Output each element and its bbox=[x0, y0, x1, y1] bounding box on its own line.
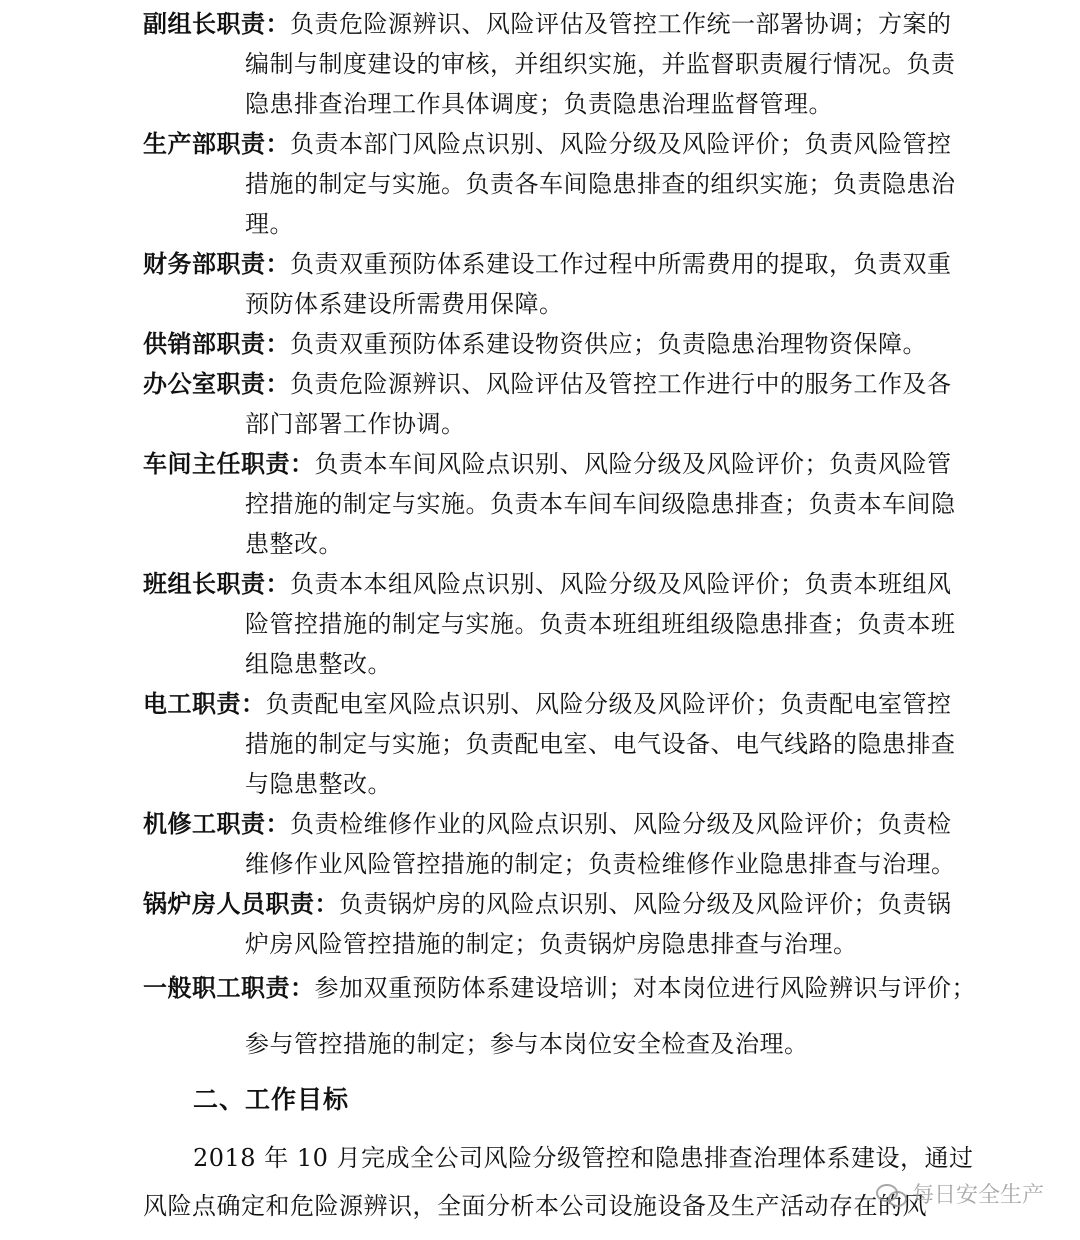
duty-text: 负责本本组风险点识别、风险分级及风险评价；负责本班组风 bbox=[290, 570, 952, 598]
duty-role: 财务部职责： bbox=[143, 249, 290, 278]
duty-text: 负责锅炉房的风险点识别、风险分级及风险评价；负责锅 bbox=[339, 890, 952, 918]
watermark-text: 每日安全生产 bbox=[911, 1183, 1044, 1208]
duty-text: 理。 bbox=[245, 210, 294, 238]
duty-deputy-leader bbox=[143, 4, 983, 124]
duty-text: 负责检维修作业的风险点识别、风险分级及风险评价；负责检 bbox=[290, 810, 952, 838]
duty-text: 负责本车间风险点识别、风险分级及风险评价；负责风险管 bbox=[314, 450, 952, 478]
duty-text: 负责本部门风险点识别、风险分级及风险评价；负责风险管控 bbox=[290, 130, 952, 158]
duty-production-dept bbox=[143, 124, 983, 244]
duty-text: 险管控措施的制定与实施。负责本班组班组级隐患排查；负责本班 bbox=[245, 610, 956, 638]
duty-text: 负责双重预防体系建设物资供应；负责隐患治理物资保障。 bbox=[290, 330, 927, 358]
target-paragraph bbox=[143, 1138, 983, 1226]
duty-text: 患整改。 bbox=[245, 530, 343, 558]
duty-text: 隐患排查治理工作具体调度；负责隐患治理监督管理。 bbox=[245, 90, 833, 118]
watermark bbox=[876, 1178, 1044, 1209]
paragraph-line: 2018 年 10 月完成全公司风险分级管控和隐患排查治理体系建设，通过 bbox=[193, 1144, 974, 1172]
duty-text: 控措施的制定与实施。负责本车间车间级隐患排查；负责本车间隐 bbox=[245, 490, 956, 518]
duty-general-staff-continuation: 参与管控措施的制定；参与本岗位安全检查及治理。 bbox=[245, 1030, 809, 1058]
duty-supply-sales-dept bbox=[143, 324, 983, 364]
duty-role: 一般职工职责： bbox=[143, 973, 315, 1002]
paragraph-line: 风险点确定和危险源辨识，全面分析本公司设施设备及生产活动存在的风 bbox=[143, 1192, 927, 1220]
duty-workshop-director bbox=[143, 444, 983, 564]
duty-text: 炉房风险管控措施的制定；负责锅炉房隐患排查与治理。 bbox=[245, 930, 858, 958]
duty-text: 组隐患整改。 bbox=[245, 650, 392, 678]
duty-text: 部门部署工作协调。 bbox=[245, 410, 466, 438]
duty-text: 与隐患整改。 bbox=[245, 770, 392, 798]
duty-text: 维修作业风险管控措施的制定；负责检维修作业隐患排查与治理。 bbox=[245, 850, 956, 878]
duty-text: 编制与制度建设的审核，并组织实施，并监督职责履行情况。负责 bbox=[245, 50, 956, 78]
duty-role: 生产部职责： bbox=[143, 129, 290, 158]
duty-text: 负责双重预防体系建设工作过程中所需费用的提取，负责双重 bbox=[290, 250, 952, 278]
duty-electrician bbox=[143, 684, 983, 804]
duty-office bbox=[143, 364, 983, 444]
duty-text: 负责配电室风险点识别、风险分级及风险评价；负责配电室管控 bbox=[265, 690, 952, 718]
duty-general-staff bbox=[143, 968, 983, 1008]
duty-text: 预防体系建设所需费用保障。 bbox=[245, 290, 564, 318]
duty-team-leader bbox=[143, 564, 983, 684]
duty-role: 车间主任职责： bbox=[143, 449, 315, 478]
duty-boiler-room-staff bbox=[143, 884, 983, 964]
duty-text: 参加双重预防体系建设培训；对本岗位进行风险辨识与评价； bbox=[314, 974, 976, 1002]
duty-finance-dept bbox=[143, 244, 983, 324]
duty-role: 班组长职责： bbox=[143, 569, 290, 598]
duty-role: 电工职责： bbox=[143, 689, 266, 718]
duty-role: 供销部职责： bbox=[143, 329, 290, 358]
duty-mechanic bbox=[143, 804, 983, 884]
duty-text: 负责危险源辨识、风险评估及管控工作进行中的服务工作及各 bbox=[290, 370, 952, 398]
duty-text: 负责危险源辨识、风险评估及管控工作统一部署协调；方案的 bbox=[290, 10, 952, 38]
duty-role: 机修工职责： bbox=[143, 809, 290, 838]
duty-role: 副组长职责： bbox=[143, 9, 290, 38]
duty-role: 锅炉房人员职责： bbox=[143, 889, 339, 918]
duty-role: 办公室职责： bbox=[143, 369, 290, 398]
wechat-icon bbox=[876, 1182, 906, 1206]
duty-text: 措施的制定与实施。负责各车间隐患排查的组织实施；负责隐患治 bbox=[245, 170, 956, 198]
duty-text: 措施的制定与实施；负责配电室、电气设备、电气线路的隐患排查 bbox=[245, 730, 956, 758]
section-heading: 二、工作目标 bbox=[193, 1085, 350, 1114]
